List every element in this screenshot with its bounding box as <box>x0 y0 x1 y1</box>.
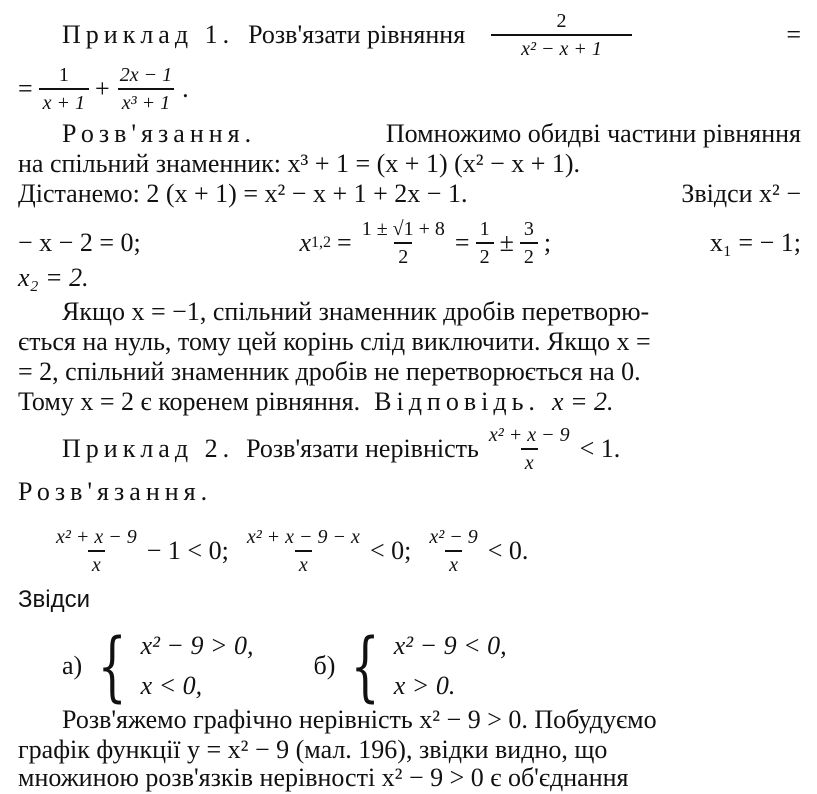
paragraph1-line2 <box>18 326 801 358</box>
paragraph2-line3 <box>18 762 801 794</box>
system-b-line2: x > 0. <box>393 671 456 700</box>
solution1-th-den: 2 <box>520 242 538 268</box>
solution1-semicolon: ; <box>543 228 552 257</box>
example1-eq-end: = <box>786 20 801 49</box>
system-b-label: б) <box>313 651 336 680</box>
solution2-inequalities <box>18 526 801 576</box>
example2-tail: < 1. <box>579 434 621 463</box>
solution1-line3 <box>18 178 801 210</box>
solution1-text3b: Звідси x² − <box>681 179 801 208</box>
system-b-brace: { <box>351 621 381 710</box>
system-a-line2: x < 0, <box>140 671 203 700</box>
solution2-fraction-b <box>243 526 364 576</box>
example2-fraction <box>485 424 574 474</box>
solution1-text3a: Дістанемо: 2 (x + 1) = x² − x + 1 + 2x − 1. <box>18 179 468 208</box>
solution1-line2 <box>18 148 801 180</box>
solution2-c-den: x <box>445 550 462 576</box>
solution1-half-fraction <box>476 218 494 268</box>
paragraph1-line4 <box>18 386 801 418</box>
solution1-line5 <box>18 262 801 294</box>
solution1-th-num: 3 <box>523 218 534 240</box>
system-a-label: а) <box>62 651 83 680</box>
system-a-brace: { <box>97 621 127 710</box>
solution2-b-num: x² + x − 9 − x <box>246 526 360 548</box>
solution2-c-num: x² − 9 <box>429 526 478 548</box>
solution1-x12: x <box>299 228 312 257</box>
example1-f2-num: 2x − 1 <box>119 64 173 86</box>
solution2-b-den: x <box>295 550 312 576</box>
example1-line2-end: . <box>182 74 189 103</box>
paragraph1-answer-label: Відповідь. <box>374 387 540 416</box>
example1-task: Розв'язати рівняння <box>248 20 466 49</box>
paragraph1-text3: = 2, спільний знаменник дробів не перетворюється на 0. <box>18 357 641 386</box>
example2-task: Розв'язати нерівність <box>246 434 479 463</box>
paragraph2-line1 <box>18 704 801 736</box>
solution1-half-den: 2 <box>476 242 494 268</box>
hence-word: Звідси <box>18 586 90 613</box>
paragraph2-text2: графік функції y = x² − 9 (мал. 196), звідки видно, що <box>18 735 608 764</box>
solution2-label-line <box>18 476 801 508</box>
example1-line2 <box>18 64 801 114</box>
system-b-line1: x² − 9 < 0, <box>393 631 507 660</box>
paragraph2-text3: множиною розв'язків нерівності x² − 9 > 0 є об'єднання <box>18 763 629 792</box>
solution1-line4 <box>18 218 801 268</box>
solution2-a-num: x² + x − 9 <box>56 526 137 548</box>
paragraph2-text1: Розв'яжемо графічно нерівність x² − 9 > 0. Побудуємо <box>62 705 657 734</box>
solution1-x2: x₂ = 2. <box>18 263 89 292</box>
system-b-lines <box>394 626 507 706</box>
solution2-label: Розв'язання. <box>18 477 213 506</box>
example2-den: x <box>521 448 538 474</box>
solution2-b-tail: < 0; <box>369 536 412 565</box>
paragraph1-text4a: Тому x = 2 є коренем рівняння. <box>18 387 361 416</box>
solution2-fraction-a <box>52 526 141 576</box>
example1-fraction2 <box>116 64 176 114</box>
example1-plus: + <box>95 74 110 103</box>
example1-line2-start: = <box>18 74 33 103</box>
solution1-half-num: 1 <box>479 218 490 240</box>
example1-lhs-den: x² − x + 1 <box>491 34 632 60</box>
solution1-three-half-fraction <box>520 218 538 268</box>
solution1-eq2: = <box>454 228 470 257</box>
example1-fraction1 <box>39 64 89 114</box>
solution1-pm: ± <box>499 228 514 257</box>
solution2-a-den: x <box>88 550 105 576</box>
solution2-c-tail: < 0. <box>487 536 529 565</box>
example1-f1-num: 1 <box>58 64 69 86</box>
example1-f2-den: x³ + 1 <box>118 88 174 114</box>
paragraph1-line3 <box>18 356 801 388</box>
paragraph1-answer-value: x = 2. <box>551 387 614 416</box>
solution1-text4a: − x − 2 = 0; <box>18 228 141 257</box>
paragraph1-text2: ється на нуль, тому цей корінь слід виключити. Якщо x = <box>18 327 651 356</box>
solution1-eq: = <box>337 228 352 257</box>
solution1-root-fraction <box>358 218 449 268</box>
example1-lhs-num: 2 <box>556 10 567 32</box>
systems-line <box>18 621 801 710</box>
example2-num: x² + x − 9 <box>488 424 570 446</box>
example2-line <box>18 424 801 474</box>
solution2-fraction-c <box>425 526 481 576</box>
paragraph1-text1: Якщо x = −1, спільний знаменник дробів перетворю- <box>62 297 650 326</box>
solution1-x12-sub: 1,2 <box>311 234 332 251</box>
solution1-label: Розв'язання. <box>62 119 257 148</box>
system-b <box>313 621 507 710</box>
solution1-roots-formula <box>299 218 551 268</box>
solution1-text2: на спільний знаменник: x³ + 1 = (x + 1) (x² − x + 1). <box>18 149 581 178</box>
example2-title: Приклад 2. <box>62 434 235 463</box>
paragraph1-line1 <box>18 296 801 328</box>
solution1-line1 <box>18 118 801 150</box>
solution1-text1: Помножимо обидві частини рівняння <box>385 119 801 148</box>
example1-title: Приклад 1. <box>62 20 235 49</box>
solution1-x1: x₁ = − 1; <box>709 228 801 257</box>
solution1-root-den: 2 <box>394 242 412 268</box>
system-a-line1: x² − 9 > 0, <box>140 631 254 660</box>
solution2-a-tail: − 1 < 0; <box>146 536 229 565</box>
system-a <box>62 621 254 710</box>
example1-f1-den: x + 1 <box>39 88 89 114</box>
example1-line1 <box>18 10 801 60</box>
example1-lhs-fraction <box>491 10 632 60</box>
system-a-lines <box>141 626 254 706</box>
hence-line <box>18 584 801 616</box>
solution1-root-num: 1 ± √1 + 8 <box>361 218 445 240</box>
